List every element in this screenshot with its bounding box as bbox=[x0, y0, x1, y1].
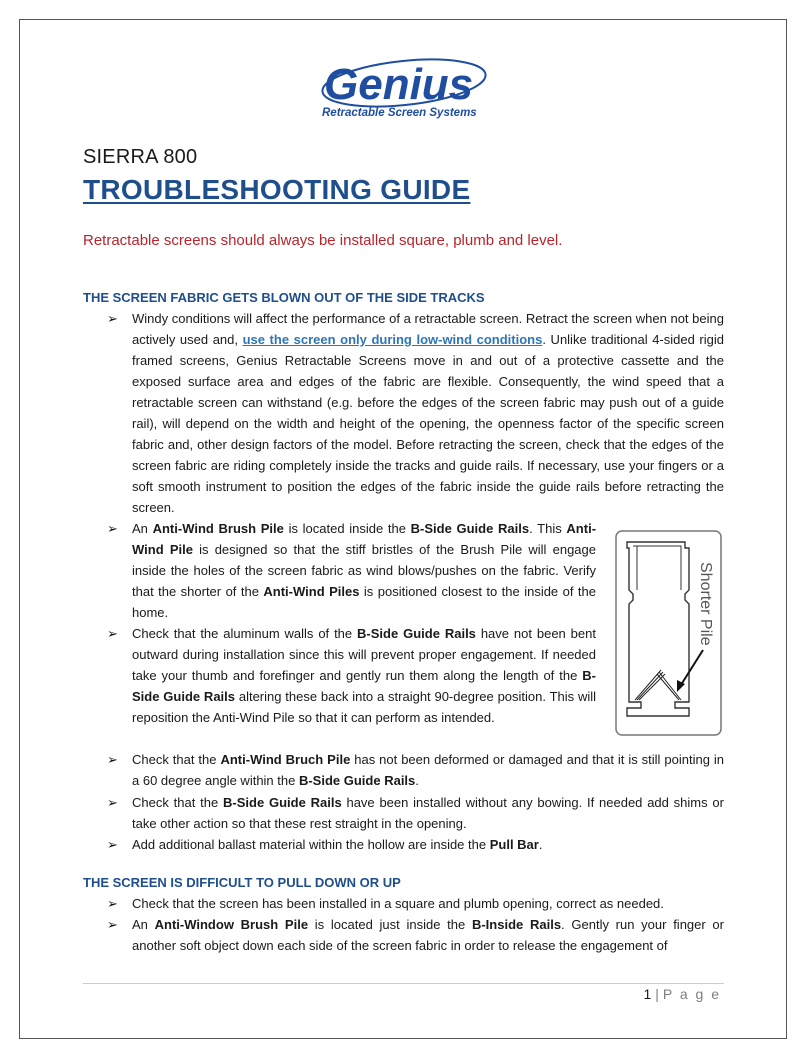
svg-text:Retractable Screen Systems: Retractable Screen Systems bbox=[322, 107, 477, 119]
genius-logo bbox=[318, 55, 490, 120]
arrow-bullet-icon: ➢ bbox=[107, 521, 118, 536]
arrow-bullet-icon: ➢ bbox=[107, 752, 118, 767]
arrow-bullet-icon: ➢ bbox=[107, 837, 118, 852]
footer-separator: | bbox=[655, 986, 659, 1002]
bullet-windy-conditions: Windy conditions will affect the performance of a retractable screen. Retract the screen when not being actively used and, use the screen only during low-wind conditions. Unlike traditional 4-sided rigid framed screens, Genius Retractable Screens move in and out of a protective cassette and the exposed surface area and edges of the fabric are flexible. Consequently, the wind speed that a retractable screen can withstand (e.g. before the edges of the screen fabric may push out of a guide rail), will depend on the width and height of the opening, the openness factor of the specific screen fabric and, other design factors of the model. Before retracting the screen, check that the edges of the screen fabric are riding completely inside the tracks and guide rails. If necessary, use your fingers or a soft smooth instrument to position the edges of the fabric inside the guide rails before retracting the screen. bbox=[132, 311, 724, 515]
arrow-bullet-icon: ➢ bbox=[107, 311, 118, 326]
low-wind-link[interactable]: use the screen only during low-wind conditions bbox=[242, 332, 543, 347]
guide-rail-diagram bbox=[615, 530, 722, 736]
bullet-guide-rails-bowing: Check that the B-Side Guide Rails have been installed without any bowing. If needed add shims or take other action so that these rest straight in the opening. bbox=[132, 795, 724, 831]
page-number: 1 bbox=[643, 986, 652, 1002]
page-footer bbox=[643, 986, 721, 1002]
arrow-bullet-icon: ➢ bbox=[107, 917, 118, 932]
page-label: P a g e bbox=[662, 986, 721, 1002]
install-tagline: Retractable screens should always be installed square, plumb and level. bbox=[83, 232, 563, 249]
page-title: TROUBLESHOOTING GUIDE bbox=[83, 174, 471, 205]
bullet-ballast: Add additional ballast material within the hollow are inside the Pull Bar. bbox=[132, 837, 543, 852]
section-heading-difficult-pull: THE SCREEN IS DIFFICULT TO PULL DOWN OR UP bbox=[83, 875, 401, 890]
svg-text:Genius: Genius bbox=[324, 60, 474, 109]
model-name: SIERRA 800 bbox=[83, 146, 198, 168]
bullet-square-plumb: Check that the screen has been installed in a square and plumb opening, correct as needed. bbox=[132, 896, 664, 911]
arrow-bullet-icon: ➢ bbox=[107, 896, 118, 911]
bullet-anti-wind-pile: An Anti-Wind Brush Pile is located inside the B-Side Guide Rails. This Anti-Wind Pile is designed so that the stiff bristles of the Brush Pile will engage inside the holes of the screen fabric as wind blows/pushes on the fabric. Verify that the shorter of the Anti-Wind Piles is positioned closest to the inside of the home. bbox=[132, 521, 597, 620]
bullet-anti-window-pile: An Anti-Window Brush Pile is located just inside the B-Inside Rails. Gently run your finger or another soft object down each side of the screen fabric in order to release the engagement of bbox=[132, 917, 724, 953]
shorter-pile-label: Shorter Pile bbox=[697, 562, 714, 646]
section-heading-blown-out: THE SCREEN FABRIC GETS BLOWN OUT OF THE SIDE TRACKS bbox=[83, 290, 485, 305]
bullet-brush-pile-damage: Check that the Anti-Wind Bruch Pile has not been deformed or damaged and that it is still pointing in a 60 degree angle within the B-Side Guide Rails. bbox=[132, 752, 725, 788]
arrow-bullet-icon: ➢ bbox=[107, 626, 118, 641]
bullet-aluminum-walls: Check that the aluminum walls of the B-Side Guide Rails have not been bent outward during installation since this will prevent proper engagement. If needed take your thumb and forefinger and gently run them along the length of the B-Side Guide Rails altering these back into a straight 90-degree position. This will reposition the Anti-Wind Pile so that it can perform as intended. bbox=[132, 626, 597, 725]
footer-divider bbox=[83, 983, 724, 984]
arrow-bullet-icon: ➢ bbox=[107, 795, 118, 810]
